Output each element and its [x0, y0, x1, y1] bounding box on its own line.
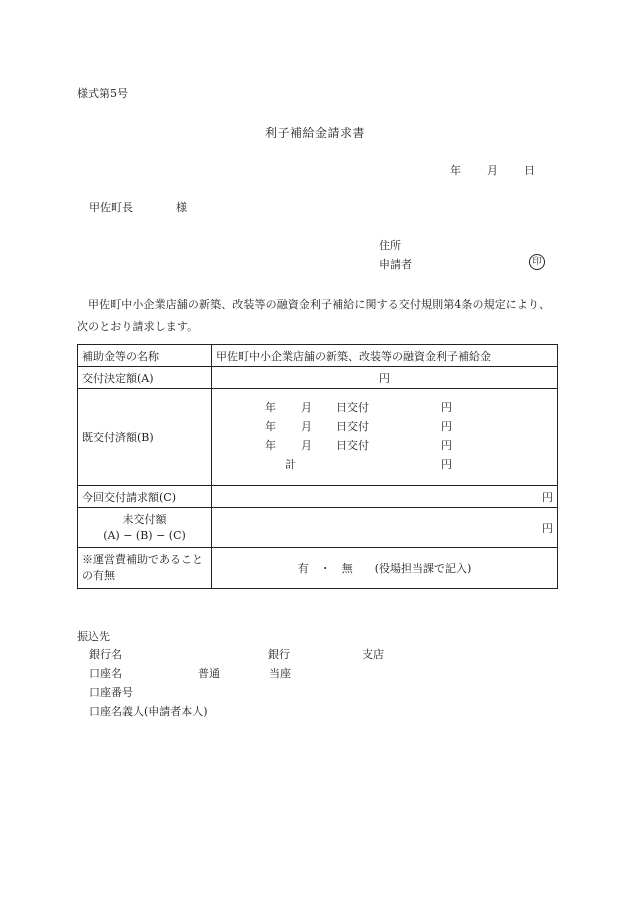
- paid-row: [212, 399, 557, 417]
- date-month: 月: [487, 164, 498, 177]
- addressee-name: 甲佐町長: [89, 201, 133, 214]
- decided-amount-value[interactable]: [212, 367, 558, 389]
- paid-day: 日交付: [336, 420, 369, 433]
- already-paid-cell[interactable]: [212, 389, 558, 486]
- seal-mark-icon: 印: [529, 254, 545, 270]
- address-label: 住所: [379, 239, 401, 252]
- already-paid-label: 既交付済額(B): [78, 389, 212, 486]
- paid-day: 日交付: [336, 439, 369, 452]
- subsidy-name-value: 甲佐町中小企業店舗の新築、改装等の融資金利子補給金: [212, 345, 558, 367]
- paid-row: [212, 437, 557, 455]
- decided-amount-label: 交付決定額(A): [78, 367, 212, 389]
- paid-yen: 円: [441, 401, 452, 414]
- paid-total-label: 計: [285, 458, 296, 471]
- table-row: [78, 345, 558, 367]
- applicant-label: 申請者: [379, 258, 412, 271]
- transfer-title: 振込先: [77, 630, 110, 643]
- date-day: 日: [524, 164, 535, 177]
- account-number-label: 口座番号: [89, 686, 133, 699]
- paid-year: 年: [265, 401, 276, 414]
- operating-subsidy-value[interactable]: 有 ・ 無 (役場担当課で記入): [212, 548, 558, 589]
- form-number: 様式第5号: [77, 87, 128, 100]
- request-body-text: 甲佐町中小企業店舗の新築、改装等の融資金利子補給に関する交付規則第4条の規定により、次のとおり請求します。: [77, 298, 551, 333]
- subsidy-request-table: [77, 344, 558, 589]
- paid-month: 月: [301, 439, 312, 452]
- paid-yen: 円: [441, 439, 452, 452]
- paid-month: 月: [301, 401, 312, 414]
- subsidy-name-label: 補助金等の名称: [78, 345, 212, 367]
- paid-day: 日交付: [336, 401, 369, 414]
- paid-yen: 円: [441, 420, 452, 433]
- table-row: [78, 548, 558, 589]
- unpaid-value[interactable]: [212, 508, 558, 548]
- ordinary-account-option[interactable]: 普通: [198, 667, 220, 680]
- table-row: [78, 389, 558, 486]
- date-year: 年: [450, 164, 461, 177]
- addressee-honorific: 様: [176, 201, 187, 214]
- bank-name-label: 銀行名: [89, 648, 122, 661]
- paid-year: 年: [265, 420, 276, 433]
- bank-label: 銀行: [268, 648, 290, 661]
- account-type-line: [89, 665, 291, 681]
- account-holder-label: 口座名義人(申請者本人): [89, 705, 208, 718]
- yen-unit: 円: [542, 521, 553, 535]
- paid-month: 月: [301, 420, 312, 433]
- branch-label: 支店: [362, 648, 384, 661]
- yen-unit: 円: [542, 490, 553, 504]
- unpaid-label-line2: (A) − (B) − (C): [103, 528, 186, 542]
- current-request-label: 今回交付請求額(C): [78, 486, 212, 508]
- document-title: 利子補給金請求書: [264, 126, 365, 140]
- paid-total-row: [212, 456, 557, 474]
- table-row: [78, 486, 558, 508]
- current-request-value[interactable]: [212, 486, 558, 508]
- paid-row: [212, 418, 557, 436]
- current-account-option[interactable]: 当座: [269, 667, 291, 680]
- unpaid-label-line1: 未交付額: [122, 512, 167, 526]
- table-row: [78, 367, 558, 389]
- paid-year: 年: [265, 439, 276, 452]
- yen-unit: 円: [379, 371, 390, 385]
- unpaid-label: [78, 508, 212, 548]
- account-name-label: 口座名: [89, 667, 122, 680]
- bank-line: [89, 646, 384, 662]
- addressee: [89, 199, 187, 215]
- paid-total-yen: 円: [441, 458, 452, 471]
- operating-subsidy-label: ※運営費補助であることの有無: [78, 548, 212, 589]
- date-line: [450, 162, 535, 178]
- table-row: [78, 508, 558, 548]
